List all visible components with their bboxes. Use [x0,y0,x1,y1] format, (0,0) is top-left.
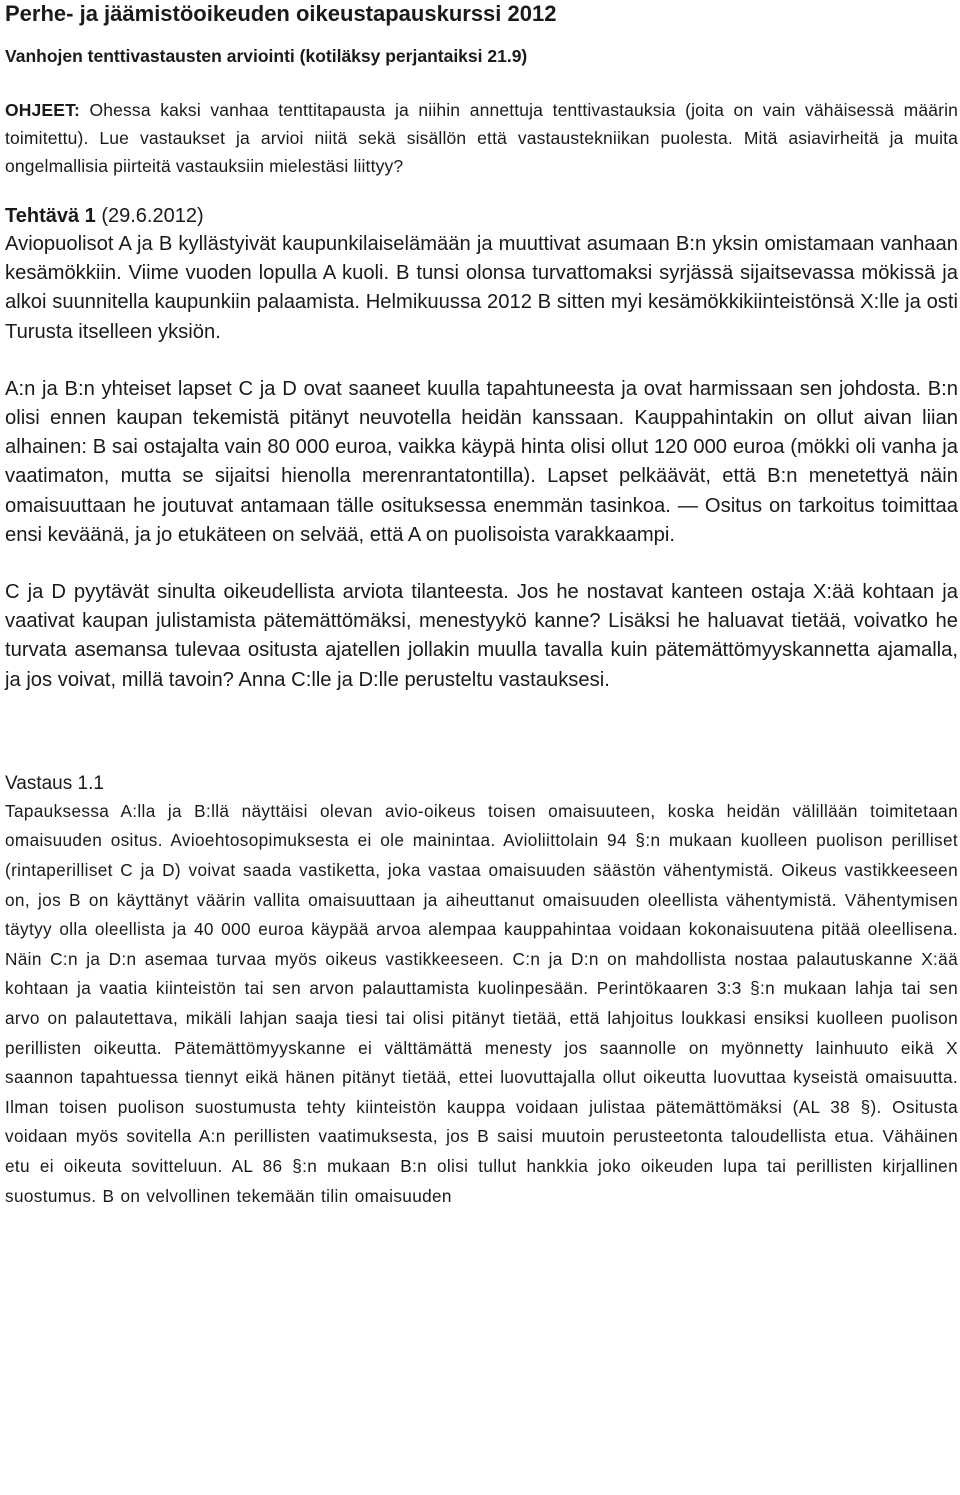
instructions-paragraph [5,96,958,180]
document-title: Perhe- ja jäämistöoikeuden oikeustapauskurssi 2012 [5,1,557,26]
task-date: (29.6.2012) [95,205,204,227]
document-subtitle: Vanhojen tenttivastausten arviointi (kotiläksy perjantaiksi 21.9) [5,46,528,66]
answer-text: Tapauksessa A:lla ja B:llä näyttäisi olevan avio-oikeus toisen omaisuuteen, koska heidän välillään toimitetaan omaisuuden ositus. Avioehtosopimuksesta ei ole mainintaa. Avioliittolain 94 §:n mukaan kuolleen puolison perilliset (rintaperilliset C ja D) voivat saada vastiketta, joka vastaa omaisuuden säästön vähentymistä. Oikeus vastikkeeseen on, jos B on käyttänyt väärin vallita omaisuuttaan ja aiheuttanut omaisuuden oleellista vähentymistä. Vähentymisen täytyy olla oleellista ja 40 000 euroa käypää arvoa alempaa kauppahintaa voidaan kokonaisuutena pitää oleellisena. Näin C:n ja D:n asemaa turvaa myös oikeus vastikkeeseen. C:n ja D:n on mahdollista nostaa palautuskanne X:ää kohtaan ja vaatia kiinteistön tai sen arvon palauttamista kuolinpesään. Perintökaaren 3:3 §:n mukaan lahja tai sen arvo on palautettava, mikäli lahjan saaja tiesi tai olisi pitänyt tietää, että lahjoitus loukkasi ensiksi kuolleen puolison perillisten oikeutta. Pätemättömyyskanne ei välttämättä menesty jos saannolle on myönnetty lainhuuto eikä X saannon tapahtuessa tiennyt eikä hänen pitänyt tietää, ettei luovuttajalla ollut oikeutta luovuttaa kyseistä omaisuutta. Ilman toisen puolison suostumusta tehty kiinteistön kauppa voidaan julistaa pätemättömäksi (AL 38 §). Ositusta voidaan myös sovitella A:n perillisten vaatimuksesta, jos B saisi muutoin perusteetonta taloudellista etua. Vähäinen etu ei oikeuta sovitteluun. AL 86 §:n mukaan B:n olisi tullut hankkia joko oikeuden lupa tai perillisten kirjallinen suostumus. B on velvollinen tekemään tilin omaisuuden [5,800,958,1206]
instructions-label: OHJEET: [5,100,80,120]
task-paragraph-1: Aviopuolisot A ja B kyllästyivät kaupunkilaiselämään ja muuttivat asumaan B:n yksin omistamaan vanhaan kesämökkiin. Viime vuoden lopulla A kuoli. B tunsi olonsa turvattomaksi syrjässä sijaitsevassa mökissä ja alkoi suunnitella kaupunkiin palaamista. Helmikuussa 2012 B sitten myi kesämökkikiinteistönsä X:lle ja osti Turusta itselleen yksiön. [5,233,958,343]
paragraph-spacer [5,550,958,578]
task-label: Tehtävä 1 [5,205,96,227]
answer-heading: Vastaus 1.1 [5,772,104,794]
task-paragraph-2: A:n ja B:n yhteiset lapset C ja D ovat saaneet kuulla tapahtuneesta ja ovat harmissaan sen johdosta. B:n olisi ennen kaupan tekemistä pitänyt neuvotella heidän kanssaan. Kauppahintakin on ollut aivan liian alhainen: B sai ostajalta vain 80 000 euroa, vaikka käypä hinta olisi ollut 120 000 euroa (mökki oli vanha ja vaatimaton, mutta se sijaitsi hienolla merenrantatontilla). Lapset pelkäävät, että B:n menetettyä näin omaisuuttaan he joutuvat antamaan tälle osituksessa enemmän tasinkoa. — Ositus on tarkoitus toimittaa ensi keväänä, ja jo etukäteen on selvää, että A on puolisoista varakkaampi. [5,377,958,546]
task-heading [5,202,958,230]
document-page [5,0,958,1211]
instructions-text: Ohessa kaksi vanhaa tenttitapausta ja niihin annettuja tenttivastauksia (joita on vain vähäisessä määrin toimitettu). Lue vastaukset ja arvioi niitä sekä sisällön että vastaustekniikan puolesta. Mitä asiavirheitä ja muita ongelmallisia piirteitä vastauksiin mielestäsi liittyy? [5,100,958,176]
paragraph-spacer [5,347,958,375]
task-paragraph-3: C ja D pyytävät sinulta oikeudellista arviota tilanteesta. Jos he nostavat kanteen ostaja X:ää kohtaan ja vaativat kaupan julistamista pätemättömäksi, menestyykö kanne? Lisäksi he haluavat tietää, voivatko he turvata asemansa tulevaa ositusta ajatellen jollakin muulla tavalla kuin pätemättömyyskannetta ajamalla, ja jos voivat, millä tavoin? Anna C:lle ja D:lle perusteltu vastauksesi. [5,581,958,691]
